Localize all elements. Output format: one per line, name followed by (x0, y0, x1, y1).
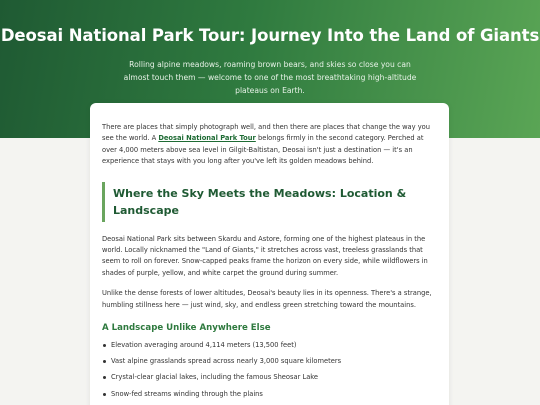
page-title: Deosai National Park Tour: Journey Into the Land of Giants (0, 26, 540, 45)
subheading-landscape: A Landscape Unlike Anywhere Else (102, 323, 271, 334)
intro-text-after: belongs firmly in the second category. Perched at over 4,000 meters above sea level in Gilgit-Baltistan, Deosai isn't just a destination — it's an experience that stays with you long after you've left its golden meadows behind. (102, 134, 424, 166)
list-item: Snow-fed streams winding through the plains (102, 389, 437, 400)
list-item: Elevation averaging around 4,114 meters (13,500 feet) (102, 340, 437, 351)
location-paragraph: Deosai National Park sits between Skardu and Astore, forming one of the highest plateaus in the world. Locally nicknamed the "Land of Giants," it stretches across vast, treeless grasslands that seem to roll on forever. Snow-capped peaks frame the horizon on every side, while wildflowers in shades of purple, yellow, and white carpet the ground during summer. (102, 234, 428, 277)
tour-link[interactable]: Deosai National Park Tour (158, 134, 256, 143)
section-heading-location: Where the Sky Meets the Meadows: Location & Landscape (113, 186, 407, 217)
landscape-feature-list (102, 340, 437, 400)
intro-text-before: There are places that simply photograph well, and then there are places that change the way you see the world. A (102, 123, 431, 143)
list-item: Vast alpine grasslands spread across nearly 3,000 square kilometers (102, 356, 437, 367)
section-heading-block (102, 182, 437, 222)
list-item: Crystal-clear glacial lakes, including the famous Sheosar Lake (102, 372, 437, 383)
article-card (90, 103, 449, 405)
openness-paragraph: Unlike the dense forests of lower altitudes, Deosai's beauty lies in its openness. There's a strange, humbling stillness here — just wind, sky, and endless green stretching toward the mountains. (102, 289, 432, 309)
intro-paragraph (102, 122, 437, 168)
hero-subtitle: Rolling alpine meadows, roaming brown bears, and skies so close you can almost touch them — welcome to one of the most breathtaking high-altitude plateaus on Earth. (123, 60, 417, 95)
